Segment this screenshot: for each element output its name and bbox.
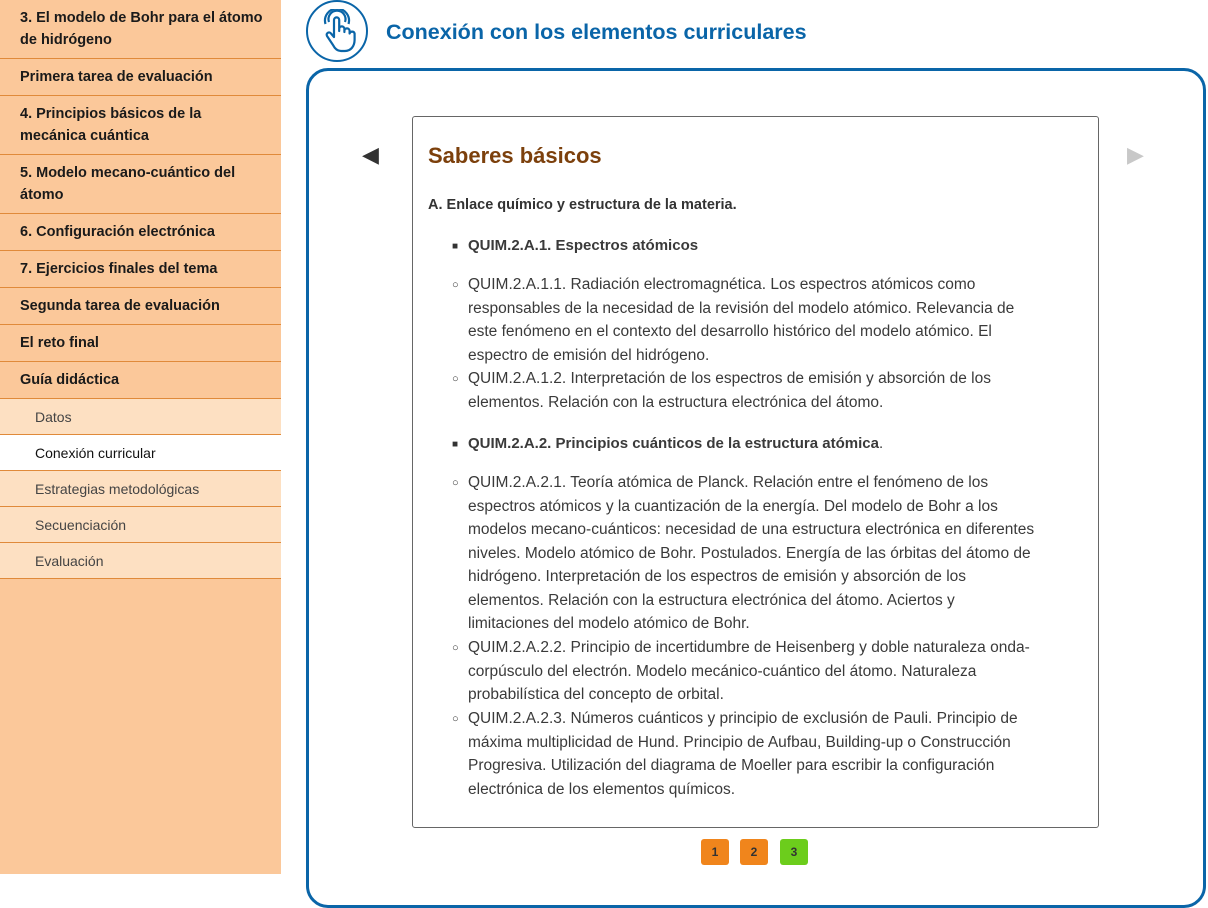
square-bullet-icon: ■ <box>452 439 459 450</box>
sidebar-subitem-sequencing[interactable]: Secuenciación <box>0 507 281 543</box>
circle-bullet-icon: ○ <box>452 713 459 725</box>
sidebar-item-final-exercises[interactable]: 7. Ejercicios finales del tema <box>0 251 281 288</box>
list-item: QUIM.2.A.2.1. Teoría atómica de Planck. Relación entre el fenómeno de los espectros atómicos y la cuantización de la energía. Del modelo de Bohr a los modelos mecano-cuánticos: necesidad de una estructura electrónica en diferentes niveles. Modelo atómico de Bohr. Postulados. Energía de las órbitas del átomo de hidrógeno. Interpretación de los espectros de emisión y absorción de los elementos. Relación con la estructura electrónica del átomo. Aciertos y limitaciones del modelo atómico de Bohr. <box>468 474 1035 632</box>
sidebar <box>0 0 281 874</box>
page-button-3-active[interactable]: 3 <box>780 839 808 865</box>
carousel-prev-button[interactable]: ◀ <box>362 142 379 167</box>
sidebar-subitem-methodological-strategies[interactable]: Estrategias metodológicas <box>0 471 281 507</box>
sidebar-item-quantum-principles[interactable]: 4. Principios básicos de la mecánica cuántica <box>0 96 281 155</box>
sidebar-item-teaching-guide[interactable]: Guía didáctica <box>0 362 281 399</box>
sidebar-subitem-evaluation[interactable]: Evaluación <box>0 543 281 579</box>
list-item: QUIM.2.A.2.2. Principio de incertidumbre de Heisenberg y doble naturaleza onda- corpúsculo del electrón. Modelo mecánico-cuántico del átomo. Naturaleza probabilística del concepto de orbital. <box>468 639 1030 703</box>
list-item: QUIM.2.A.1.1. Radiación electromagnética. Los espectros atómicos como responsables de la necesidad de la revisión del modelo atómico. Relevancia de este fenómeno en el contexto del desarrollo histórico del modelo atómico. El espectro de emisión del hidrógeno. <box>468 276 1015 364</box>
circle-bullet-icon: ○ <box>452 373 459 385</box>
square-bullet-icon: ■ <box>452 241 459 252</box>
page-title: Conexión con los elementos curriculares <box>386 20 807 44</box>
content-card <box>412 116 1099 828</box>
sidebar-subitem-data[interactable]: Datos <box>0 399 281 435</box>
carousel-next-button[interactable]: ▶ <box>1127 142 1144 167</box>
sidebar-item-electron-configuration[interactable]: 6. Configuración electrónica <box>0 214 281 251</box>
circle-bullet-icon: ○ <box>452 279 459 291</box>
circle-bullet-icon: ○ <box>452 477 459 489</box>
sidebar-item-final-challenge[interactable]: El reto final <box>0 325 281 362</box>
section-title: A. Enlace químico y estructura de la materia. <box>428 197 737 213</box>
sidebar-item-second-assessment[interactable]: Segunda tarea de evaluación <box>0 288 281 325</box>
hand-pointer-icon <box>306 0 368 62</box>
sidebar-menu <box>0 0 281 579</box>
list-item: QUIM.2.A.1.2. Interpretación de los espectros de emisión y absorción de los elementos. Relación con la estructura electrónica del átomo. <box>468 370 991 411</box>
topic-heading: QUIM.2.A.2. Principios cuánticos de la estructura atómica. <box>468 435 884 452</box>
sidebar-subitem-curricular-connection[interactable]: Conexión curricular <box>0 435 281 471</box>
sidebar-item-first-assessment[interactable]: Primera tarea de evaluación <box>0 59 281 96</box>
sidebar-item-bohr-model[interactable]: 3. El modelo de Bohr para el átomo de hidrógeno <box>0 0 281 59</box>
page-button-2[interactable]: 2 <box>740 839 768 865</box>
circle-bullet-icon: ○ <box>452 642 459 654</box>
card-heading: Saberes básicos <box>428 143 602 168</box>
page-button-1[interactable]: 1 <box>701 839 729 865</box>
list-item: QUIM.2.A.2.3. Números cuánticos y principio de exclusión de Pauli. Principio de máxima multiplicidad de Hund. Principio de Aufbau, Building-up o Construcción Progresiva. Utilización del diagrama de Moeller para escribir la configuración electrónica de los elementos químicos. <box>468 710 1018 798</box>
sidebar-item-quantum-model[interactable]: 5. Modelo mecano-cuántico del átomo <box>0 155 281 214</box>
topic-heading: QUIM.2.A.1. Espectros atómicos <box>468 237 699 254</box>
